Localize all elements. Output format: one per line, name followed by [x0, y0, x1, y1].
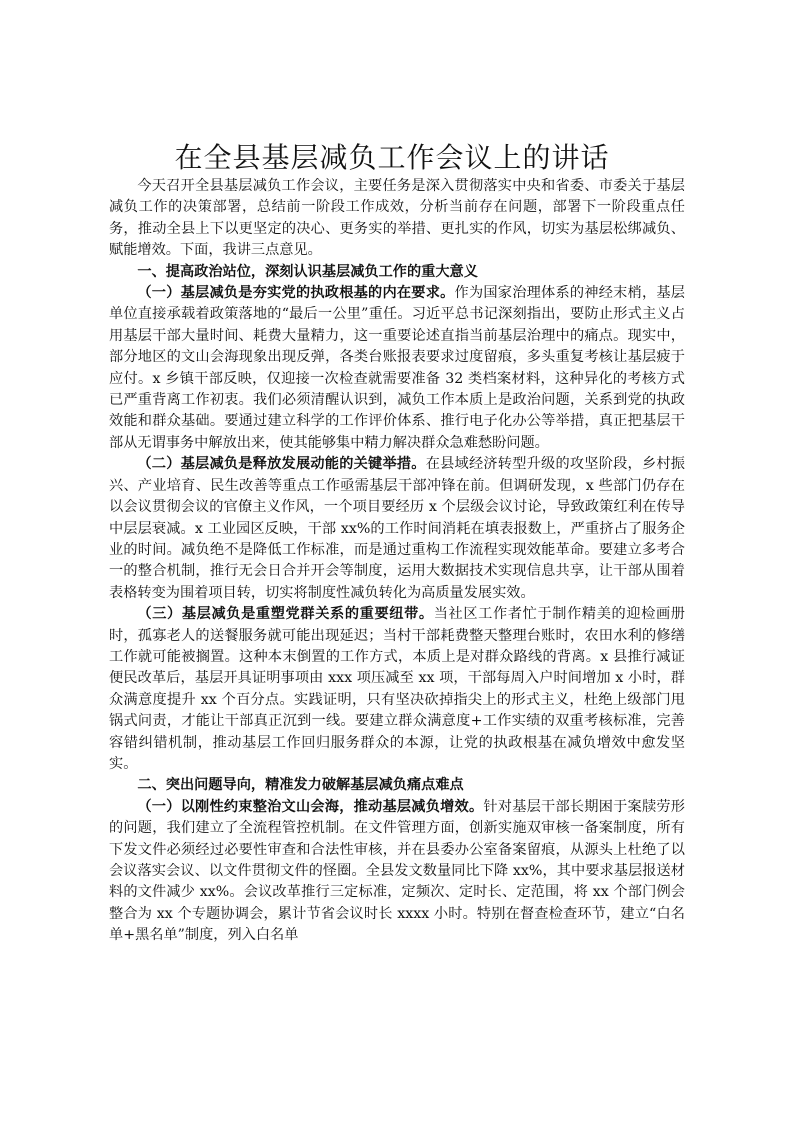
- paragraph-text: 当社区工作者忙于制作精美的迎检画册时，孤寡老人的送餐服务就可能出现延迟；当村干部耗费整天整理台账时，农田水利的修缮工作就可能被搁置。这种本末倒置的工作方式，本质上是对群众路线的背离。x 县推行减证便民改革后，基层开具证明事项由 xxx 项压减至 xx 项，干部每周入户时间增加 x 小时，群众满意度提升 xx 个百分点。实践证明，只有坚决砍掉指尖上的形式主义，杜绝上级部门甩锅式问责，才能让干部真正沉到一线。要建立群众满意度+工作实绩的双重考核标准，完善容错纠错机制，推动基层工作回归服务群众的本源，让党的执政根基在减负增效中愈发坚实。: [109, 606, 685, 772]
- paragraph-lead: （一）基层减负是夯实党的执政根基的内在要求。: [137, 285, 455, 302]
- document-title: 在全县基层减负工作会议上的讲话: [174, 141, 610, 174]
- section-heading-1: 一、提高政治站位，深刻认识基层减负工作的重大意义: [137, 263, 478, 280]
- paragraph-1-3: [109, 604, 685, 775]
- paragraph-lead: （二）基层减负是释放发展动能的关键举措。: [137, 456, 426, 473]
- intro-paragraph: 今天召开全县基层减负工作会议，主要任务是深入贯彻落实中央和省委、市委关于基层减负工作的决策部署，总结前一阶段工作成效，分析当前存在问题，部署下一阶段重点任务，推动全县上下以更坚定的决心、更务实的举措、更扎实的作风，切实为基层松绑减负、赋能增效。下面，我讲三点意见。: [109, 178, 685, 259]
- paragraph-lead: （一）以刚性约束整治文山会海，推动基层减负增效。: [137, 798, 484, 815]
- paragraph-2-1: [109, 797, 685, 947]
- paragraph-text: 在县域经济转型升级的攻坚阶段，乡村振兴、产业培育、民生改善等重点工作亟需基层干部冲锋在前。但调研发现，x 些部门仍存在以会议贯彻会议的官僚主义作风，一个项目要经历 x 个层级会议讨论，导致政策红利在传导中层层衰减。x 工业园区反映，干部 xx%的工作时间消耗在填表报数上，严重挤占了服务企业的时间。减负绝不是降低工作标准，而是通过重构工作流程实现效能革命。要建立多考合一的整合机制，推行无会日合并开会等制度，运用大数据技术实现信息共享，让干部从围着表格转变为围着项目转，切实将制度性减负转化为高质量发展实效。: [109, 456, 685, 601]
- paragraph-1-2: [109, 454, 685, 604]
- paragraph-1-1: [109, 283, 685, 454]
- paragraph-lead: （三）基层减负是重塑党群关系的重要纽带。: [137, 606, 434, 623]
- document-page: [109, 140, 685, 947]
- section-heading-2: 二、突出问题导向，精准发力破解基层减负痛点难点: [137, 777, 464, 794]
- paragraph-text: 作为国家治理体系的神经末梢，基层单位直接承载着政策落地的“最后一公里”重任。习近平总书记深刻指出，要防止形式主义占用基层干部大量时间、耗费大量精力，这一重要论述直指当前基层治理中的痛点。现实中，部分地区的文山会海现象出现反弹，各类台账报表要求过度留痕，多头重复考核让基层疲于应付。x 乡镇干部反映，仅迎接一次检查就需要准备 32 类档案材料，这种异化的考核方式已严重背离工作初衷。我们必须清醒认识到，减负工作本质上是政治问题，关系到党的执政效能和群众基础。要通过建立科学的工作评价体系、推行电子化办公等举措，真正把基层干部从无谓事务中解放出来，使其能够集中精力解决群众急难愁盼问题。: [109, 285, 685, 451]
- document-body: [109, 176, 685, 947]
- paragraph-text: 针对基层干部长期困于案牍劳形的问题，我们建立了全流程管控机制。在文件管理方面，创新实施双审核一备案制度，所有下发文件必须经过必要性审查和合法性审核，并在县委办公室备案留痕，从源头上杜绝了以会议落实会议、以文件贯彻文件的怪圈。全县发文数量同比下降 xx%，其中要求基层报送材料的文件减少 xx%。会议改革推行三定标准，定频次、定时长、定范围，将 xx 个部门例会整合为 xx 个专题协调会，累计节省会议时长 xxxx 小时。特别在督查检查环节，建立“白名单+黑名单”制度，列入白名单: [109, 798, 685, 944]
